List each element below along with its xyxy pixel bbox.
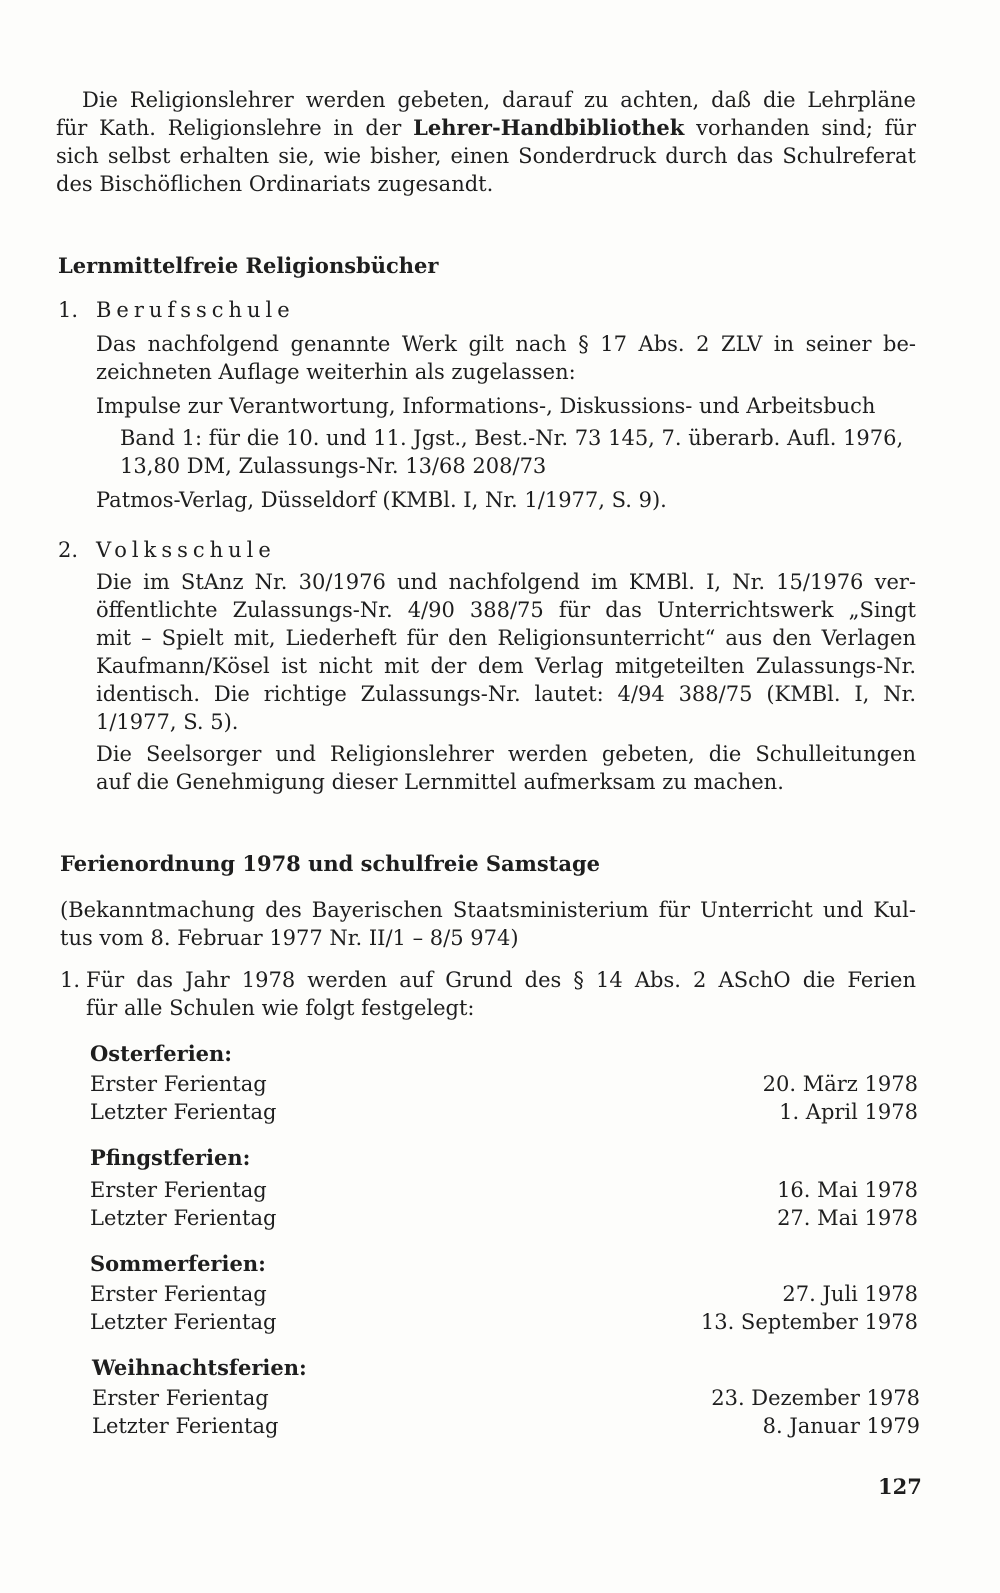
- section-heading-ferienordnung: Ferienordnung 1978 und schulfreie Samstage: [60, 851, 601, 876]
- holiday-heading-pfingst: Pfingstferien:: [90, 1145, 251, 1170]
- intro-line-2: für Kath. Religionslehre in der Lehrer-Handbibliothek vorhanden sind; für: [56, 115, 916, 140]
- holiday-heading-oster: Osterferien:: [90, 1041, 233, 1066]
- date-label: Erster Ferientag: [90, 1178, 267, 1202]
- date-label: Erster Ferientag: [90, 1072, 267, 1096]
- holiday-row: [90, 1098, 918, 1126]
- item1-number: 1.: [58, 298, 79, 322]
- announcement-line-1: (Bekanntmachung des Bayerischen Staatsministerium für Unterricht und Kul-: [60, 898, 916, 922]
- date-value: 1. April 1978: [779, 1100, 918, 1124]
- intro-line-3: sich selbst erhalten sie, wie bisher, einen Sonderdruck durch das Schulreferat: [56, 144, 916, 168]
- point1-line-1: Für das Jahr 1978 werden auf Grund des § 14 Abs. 2 ASchO die Ferien: [86, 968, 916, 992]
- section-heading-lernmittelfreie: Lernmittelfreie Religionsbücher: [58, 253, 439, 278]
- holiday-row: [90, 1308, 918, 1336]
- item1-line-3: Impulse zur Verantwortung, Informations-, Diskussions- und Arbeitsbuch: [96, 394, 876, 418]
- point1-number: 1.: [60, 968, 81, 992]
- item2-line-6: 1/1977, S. 5).: [96, 710, 239, 734]
- item2-line-7: Die Seelsorger und Religionslehrer werden gebeten, die Schulleitungen: [96, 742, 916, 766]
- item2-line-4: Kaufmann/Kösel ist nicht mit der dem Verlag mitgeteilten Zulassungs-Nr.: [96, 654, 916, 678]
- item2-title: Volksschule: [96, 538, 276, 562]
- item1-title: Berufsschule: [96, 298, 295, 322]
- item1-line-1: Das nachfolgend genannte Werk gilt nach § 17 Abs. 2 ZLV in seiner be-: [96, 332, 916, 356]
- intro-line-1: Die Religionslehrer werden gebeten, darauf zu achten, daß die Lehrpläne: [82, 88, 916, 112]
- date-value: 20. März 1978: [762, 1072, 918, 1096]
- date-label: Letzter Ferientag: [92, 1414, 279, 1438]
- date-value: 27. Mai 1978: [777, 1206, 918, 1230]
- point1-line-2: für alle Schulen wie folgt festgelegt:: [86, 996, 475, 1020]
- date-value: 13. September 1978: [700, 1310, 918, 1334]
- item2-line-3: mit – Spielt mit, Liederheft für den Religionsunterricht“ aus den Verlagen: [96, 626, 916, 650]
- lehrer-handbibliothek: Lehrer-Handbibliothek: [413, 115, 685, 140]
- date-label: Letzter Ferientag: [90, 1206, 277, 1230]
- holiday-heading-weihnacht: Weihnachtsferien:: [92, 1355, 307, 1380]
- date-value: 8. Januar 1979: [762, 1414, 920, 1438]
- date-value: 23. Dezember 1978: [711, 1386, 920, 1410]
- announcement-line-2: tus vom 8. Februar 1977 Nr. II/1 – 8/5 974): [60, 926, 519, 950]
- date-label: Letzter Ferientag: [90, 1100, 277, 1124]
- holiday-row: [90, 1204, 918, 1232]
- item1-line-4: Band 1: für die 10. und 11. Jgst., Best.-Nr. 73 145, 7. überarb. Aufl. 1976,: [120, 426, 904, 450]
- item2-line-8: auf die Genehmigung dieser Lernmittel aufmerksam zu machen.: [96, 770, 784, 794]
- holiday-row: [92, 1412, 920, 1440]
- date-value: 16. Mai 1978: [777, 1178, 918, 1202]
- date-label: Erster Ferientag: [90, 1282, 267, 1306]
- holiday-heading-sommer: Sommerferien:: [90, 1251, 266, 1276]
- date-label: Letzter Ferientag: [90, 1310, 277, 1334]
- item1-line-6: Patmos-Verlag, Düsseldorf (KMBl. I, Nr. 1/1977, S. 9).: [96, 488, 667, 512]
- holiday-row: [90, 1070, 918, 1098]
- holiday-row: [92, 1384, 920, 1412]
- intro-line-4: des Bischöflichen Ordinariats zugesandt.: [56, 172, 494, 196]
- item2-line-2: öffentlichte Zulassungs-Nr. 4/90 388/75 für das Unterrichtswerk „Singt: [96, 598, 916, 622]
- page-number: 127: [878, 1474, 922, 1499]
- item1-line-5: 13,80 DM, Zulassungs-Nr. 13/68 208/73: [120, 454, 547, 478]
- date-value: 27. Juli 1978: [782, 1282, 918, 1306]
- holiday-row: [90, 1176, 918, 1204]
- date-label: Erster Ferientag: [92, 1386, 269, 1410]
- item1-line-2: zeichneten Auflage weiterhin als zugelassen:: [96, 360, 576, 384]
- item2-number: 2.: [58, 538, 79, 562]
- holiday-row: [90, 1280, 918, 1308]
- item2-line-5: identisch. Die richtige Zulassungs-Nr. lautet: 4/94 388/75 (KMBl. I, Nr.: [96, 682, 916, 706]
- item2-line-1: Die im StAnz Nr. 30/1976 und nachfolgend im KMBl. I, Nr. 15/1976 ver-: [96, 570, 916, 594]
